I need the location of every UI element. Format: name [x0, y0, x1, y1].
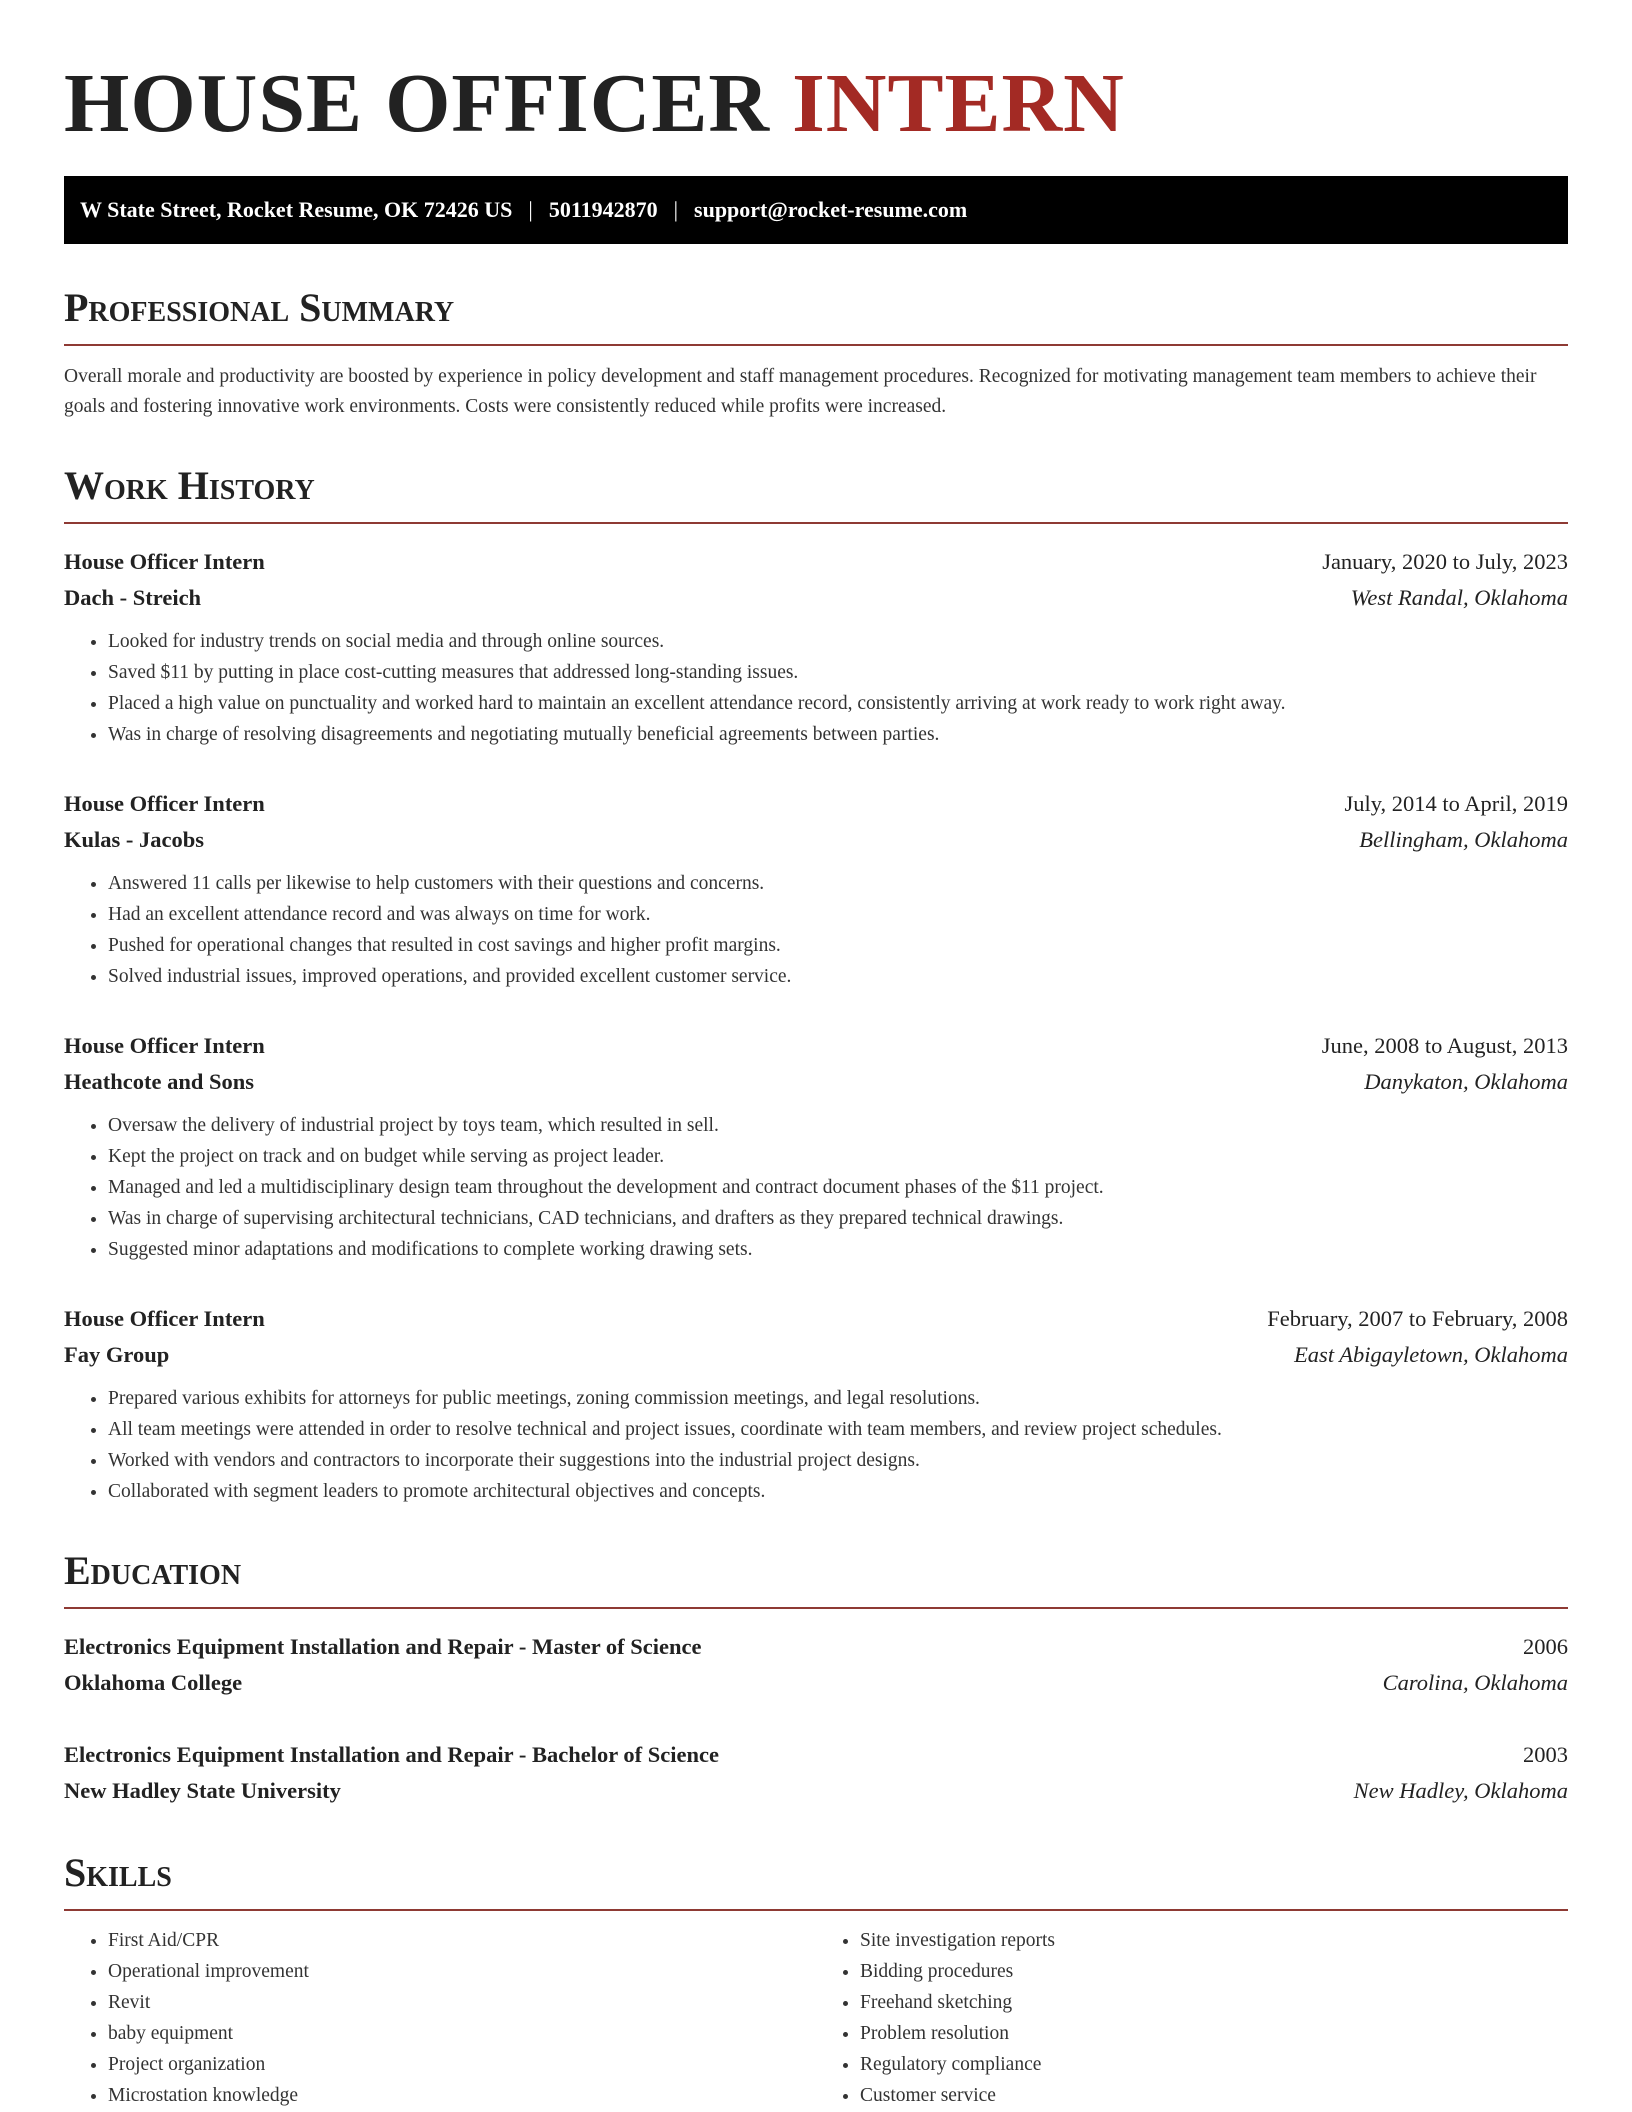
skill-item: • First Aid/CPR	[108, 1925, 816, 1956]
job-dates: January, 2020 to July, 2023	[1322, 549, 1568, 574]
skills-heading: Skills	[64, 1849, 1568, 1911]
job-company: Kulas - Jacobs	[64, 827, 205, 852]
work-history-heading: Work History	[64, 462, 1568, 524]
job-bullets	[64, 868, 1568, 992]
job-bullet: • Prepared various exhibits for attorneys for public meetings, zoning commission meetings, and legal resolutions.	[108, 1383, 1568, 1414]
contact-phone: 5011942870	[548, 197, 658, 222]
skills-section	[64, 1849, 1568, 2111]
job-bullets	[64, 1110, 1568, 1265]
education-degree-row	[64, 1629, 1568, 1665]
job-bullet: • Worked with vendors and contractors to incorporate their suggestions into the industrial project designs.	[108, 1445, 1568, 1476]
education-school-row	[64, 1665, 1568, 1701]
job-bullet: • Managed and led a multidisciplinary design team throughout the development and contract document phases of the $11 project.	[108, 1172, 1568, 1203]
job-bullet: • Was in charge of supervising architectural technicians, CAD technicians, and drafters as they prepared technical drawings.	[108, 1203, 1568, 1234]
contact-address: W State Street, Rocket Resume, OK 72426 US	[80, 197, 513, 222]
summary-text: Overall morale and productivity are boosted by experience in policy development and staff management procedures. Recognized for motivating management team members to achieve their goals and fostering innovative work environments. Costs were consistently reduced while profits were increased.	[64, 366, 1537, 417]
job-bullet: • Kept the project on track and on budget while serving as project leader.	[108, 1141, 1568, 1172]
education-entry	[64, 1737, 1568, 1809]
education-degree-row	[64, 1737, 1568, 1773]
job-bullet: • Oversaw the delivery of industrial project by toys team, which resulted in sell.	[108, 1110, 1568, 1141]
contact-bar	[64, 176, 1568, 244]
education-degree: Electronics Equipment Installation and Repair - Master of Science	[64, 1634, 702, 1659]
job-bullet: • Had an excellent attendance record and was always on time for work.	[108, 899, 1568, 930]
skill-item: • Site investigation reports	[860, 1925, 1568, 1956]
education-entry	[64, 1629, 1568, 1701]
summary-heading: Professional Summary	[64, 284, 1568, 346]
job-entry	[64, 1028, 1568, 1265]
contact-separator: |	[673, 197, 679, 222]
job-title: House Officer Intern	[64, 1306, 265, 1331]
skill-item: • Bidding procedures	[860, 1956, 1568, 1987]
job-company: Dach - Streich	[64, 585, 202, 610]
skill-item: • Project organization	[108, 2049, 816, 2080]
job-bullet: • Solved industrial issues, improved operations, and provided excellent customer service.	[108, 961, 1568, 992]
education-location: New Hadley, Oklahoma	[1353, 1778, 1568, 1803]
education-location: Carolina, Oklahoma	[1382, 1670, 1568, 1695]
education-school: Oklahoma College	[64, 1670, 243, 1695]
contact-separator: |	[528, 197, 533, 222]
job-bullet: • Answered 11 calls per likewise to help customers with their questions and concerns.	[108, 868, 1568, 899]
job-company-row	[64, 1337, 1568, 1373]
job-header-row	[64, 544, 1568, 580]
work-history-section	[64, 462, 1568, 1507]
job-dates: February, 2007 to February, 2008	[1267, 1306, 1568, 1331]
job-bullet: • All team meetings were attended in order to resolve technical and project issues, coordinate with team members, and review project schedules.	[108, 1414, 1568, 1445]
skill-item: • Regulatory compliance	[860, 2049, 1568, 2080]
skills-grid	[64, 1925, 1568, 2111]
skill-item: • Revit	[108, 1987, 816, 2018]
job-header-row	[64, 1028, 1568, 1064]
job-title: House Officer Intern	[64, 549, 265, 574]
job-dates: June, 2008 to August, 2013	[1321, 1033, 1568, 1058]
education-section	[64, 1547, 1568, 1809]
name-main: HOUSE OFFICER	[64, 57, 771, 150]
job-location: East Abigayletown, Oklahoma	[1294, 1342, 1568, 1367]
job-company-row	[64, 580, 1568, 616]
page-title	[64, 56, 1568, 152]
education-degree: Electronics Equipment Installation and Repair - Bachelor of Science	[64, 1742, 720, 1767]
education-school: New Hadley State University	[64, 1778, 341, 1803]
skills-column-left	[64, 1925, 816, 2111]
skill-item: • Microstation knowledge	[108, 2080, 816, 2111]
job-company-row	[64, 822, 1568, 858]
education-heading: Education	[64, 1547, 1568, 1609]
job-bullet: • Collaborated with segment leaders to promote architectural objectives and concepts.	[108, 1476, 1568, 1507]
job-bullet: • Looked for industry trends on social media and through online sources.	[108, 626, 1568, 657]
job-location: West Randal, Oklahoma	[1350, 585, 1568, 610]
job-header-row	[64, 786, 1568, 822]
skill-item: • baby equipment	[108, 2018, 816, 2049]
skill-item: • Operational improvement	[108, 1956, 816, 1987]
skill-item: • Freehand sketching	[860, 1987, 1568, 2018]
job-dates: July, 2014 to April, 2019	[1344, 791, 1568, 816]
job-company: Fay Group	[64, 1342, 170, 1367]
job-location: Danykaton, Oklahoma	[1364, 1069, 1568, 1094]
education-year: 2003	[1523, 1742, 1568, 1767]
job-entry	[64, 544, 1568, 750]
job-bullet: • Saved $11 by putting in place cost-cutting measures that addressed long-standing issues.	[108, 657, 1568, 688]
skill-item: • Customer service	[860, 2080, 1568, 2111]
education-school-row	[64, 1773, 1568, 1809]
job-entry	[64, 1301, 1568, 1507]
job-title: House Officer Intern	[64, 791, 265, 816]
job-bullet: • Pushed for operational changes that resulted in cost savings and higher profit margins.	[108, 930, 1568, 961]
job-bullets	[64, 1383, 1568, 1507]
contact-email: support@rocket-resume.com	[694, 197, 968, 222]
job-header-row	[64, 1301, 1568, 1337]
name-accent: INTERN	[792, 57, 1125, 150]
job-entry	[64, 786, 1568, 992]
job-bullet: • Placed a high value on punctuality and worked hard to maintain an excellent attendance record, consistently arriving at work ready to work right away.	[108, 688, 1568, 719]
education-year: 2006	[1523, 1634, 1568, 1659]
job-bullet: • Was in charge of resolving disagreements and negotiating mutually beneficial agreements between parties.	[108, 719, 1568, 750]
job-location: Bellingham, Oklahoma	[1359, 827, 1568, 852]
job-bullets	[64, 626, 1568, 750]
job-company: Heathcote and Sons	[64, 1069, 255, 1094]
job-company-row	[64, 1064, 1568, 1100]
summary-section	[64, 284, 1568, 422]
job-title: House Officer Intern	[64, 1033, 265, 1058]
job-bullet: • Suggested minor adaptations and modifications to complete working drawing sets.	[108, 1234, 1568, 1265]
skill-item: • Problem resolution	[860, 2018, 1568, 2049]
skills-column-right	[816, 1925, 1568, 2111]
